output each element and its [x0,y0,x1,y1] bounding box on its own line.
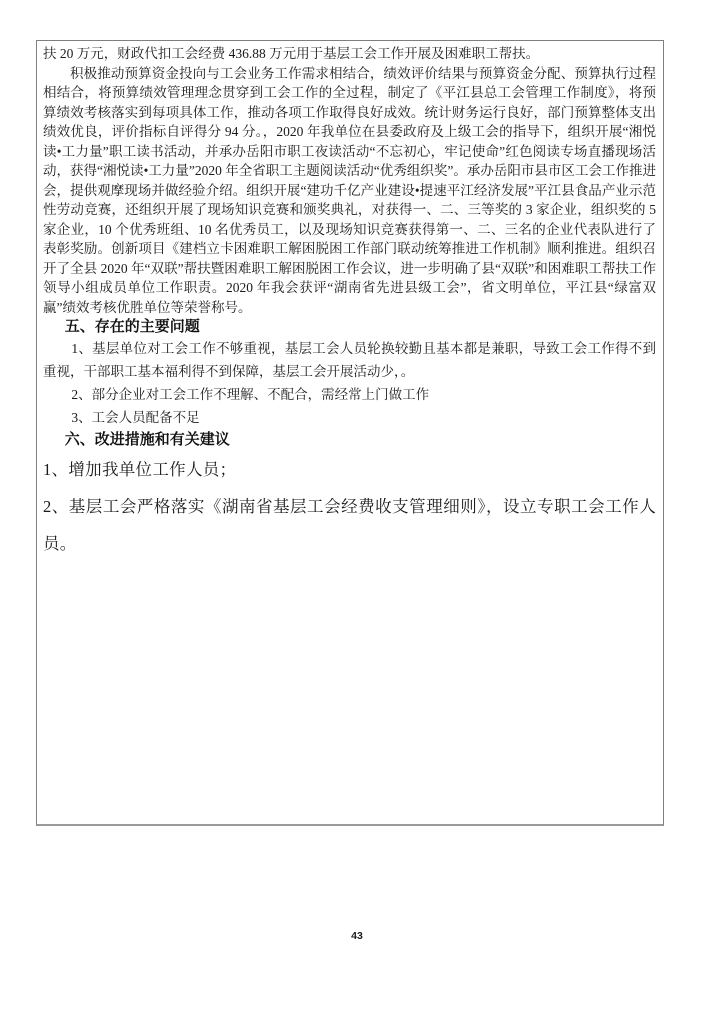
report-text-cell [36,40,664,826]
section5-item-3: 3、工会人员配备不足 [71,410,200,425]
section5-heading: 五、存在的主要问题 [64,319,200,335]
section6-heading: 六、改进措施和有关建议 [64,432,230,448]
section5-item-2: 2、部分企业对工会工作不理解、不配合，需经常上门做工作 [71,387,430,402]
section6-item-1: 1、增加我单位工作人员； [43,460,237,479]
section5-item-1: 1、基层单位对工会工作不够重视，基层工会人员轮换较勤且基本都是兼职，导致工会工作得不到重视，干部职工基本福利得不到保障，基层工会开展活动少，。 [43,341,656,379]
page-number: 43 [351,930,363,942]
paragraph-budget-performance: 积极推动预算资金投向与工会业务工作需求相结合，绩效评价结果与预算资金分配、预算执行过程相结合，将预算绩效管理理念贯穿到工会工作的全过程，制定了《平江县总工会管理工作制度》，将预算绩效考核落实到每项具体工作，推动各项工作取得良好成效。统计财务运行良好，部门预算整体支出绩效优良，评价指标自评得分 94 分。，2020 年我单位在县委政府及上级工会的指导下，组织开展“湘悦读•工力量”职工读书活动，并承办岳阳市职工夜读活动“不忘初心，牢记使命”红色阅读专场直播现场活动，获得“湘悦读•工力量”2020 年全省职工主题阅读活动“优秀组织奖”。承办岳阳市县市区工会工作推进会，提供观摩现场并做经验介绍。组织开展“建功千亿产业建设•提速平江经济发展”平江县食品产业示范性劳动竞赛，还组织开展了现场知识竞赛和颁奖典礼，对获得一、二、三等奖的 3 家企业，组织奖的 5 家企业，10 个优秀班组、10 名优秀员工，以及现场知识竞赛获得第一、二、三名的企业代表队进行了表彰奖励。创新项目《建档立卡困难职工解困脱困工作部门联动统筹推进工作机制》顺利推进。组织召开了全县 2020 年“双联”帮扶暨困难职工解困脱困工作会议，进一步明确了县“双联”和困难职工帮扶工作领导小组成员单位工作职责。2020 年我会获评“湖南省先进县级工会”，省文明单位，平江县“绿富双赢”绩效考核优胜单位等荣誉称号。 [43,65,656,315]
section6-item-2: 2、基层工会严格落实《湖南省基层工会经费收支管理细则》，设立专职工会工作人员。 [43,497,656,553]
paragraph-funding-continuation: 扶 20 万元，财政代扣工会经费 436.88 万元用于基层工会工作开展及困难职工帮扶。 [43,46,540,61]
